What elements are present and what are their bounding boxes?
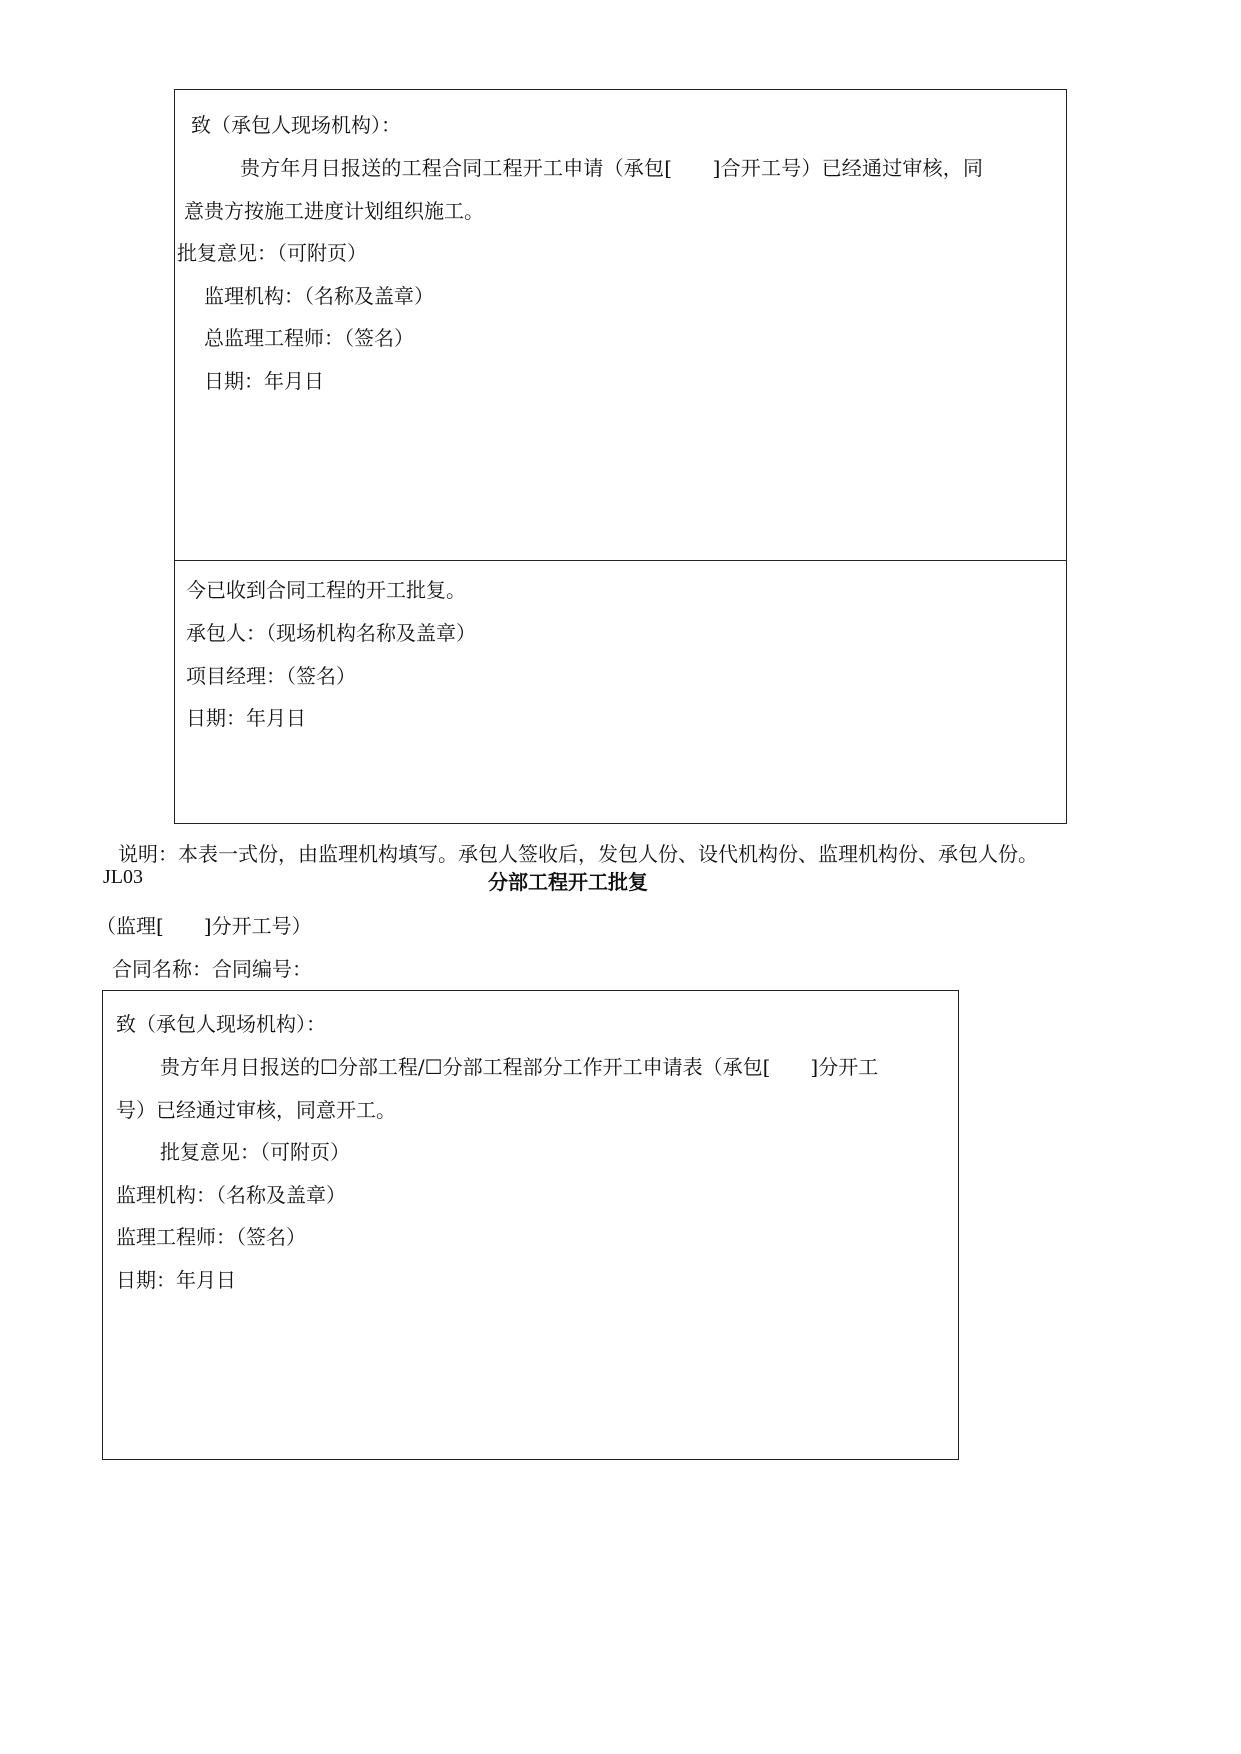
page-title: 分部工程开工批复 [488, 870, 648, 894]
engineer-signature-field: 监理工程师：（签名） [116, 1225, 306, 1249]
receipt-date-field: 日期：年月日 [186, 706, 306, 730]
distribution-note: 说明：本表一式份，由监理机构填写。承包人签收后，发包人份、设代机构份、监理机构份、承包人份。 [118, 842, 1038, 866]
sub-approval-body-line1: 贵方年月日报送的☐分部工程/☐分部工程部分工作开工申请表（承包[ ]分开工 [160, 1055, 879, 1079]
supervision-org-field: 监理机构：（名称及盖章） [116, 1183, 346, 1207]
date-field: 日期：年月日 [204, 369, 324, 393]
received-statement: 今已收到合同工程的开工批复。 [186, 578, 466, 602]
supervision-org-field: 监理机构：（名称及盖章） [204, 284, 434, 308]
addressee-line: 致（承包人现场机构）： [191, 113, 401, 137]
approval-opinion-label: 批复意见：（可附页） [160, 1140, 350, 1164]
chief-engineer-signature-field: 总监理工程师：（签名） [204, 326, 414, 350]
date-field: 日期：年月日 [116, 1268, 236, 1292]
approval-body-line2: 意贵方按施工进度计划组织施工。 [184, 199, 484, 223]
form-code: JL03 [103, 866, 143, 888]
form-number: （监理[ ]分开工号） [96, 914, 312, 938]
contractor-field: 承包人：（现场机构名称及盖章） [186, 621, 476, 645]
approval-opinion-label: 批复意见：（可附页） [177, 241, 367, 265]
sub-approval-body-line2: 号）已经通过审核，同意开工。 [116, 1098, 396, 1122]
addressee-line: 致（承包人现场机构）： [116, 1012, 326, 1036]
approval-body-line1: 贵方年月日报送的工程合同工程开工申请（承包[ ]合开工号）已经通过审核，同 [240, 156, 984, 180]
project-manager-signature-field: 项目经理：（签名） [186, 664, 356, 688]
contract-info: 合同名称：合同编号： [112, 957, 312, 981]
form-divider [175, 560, 1066, 561]
